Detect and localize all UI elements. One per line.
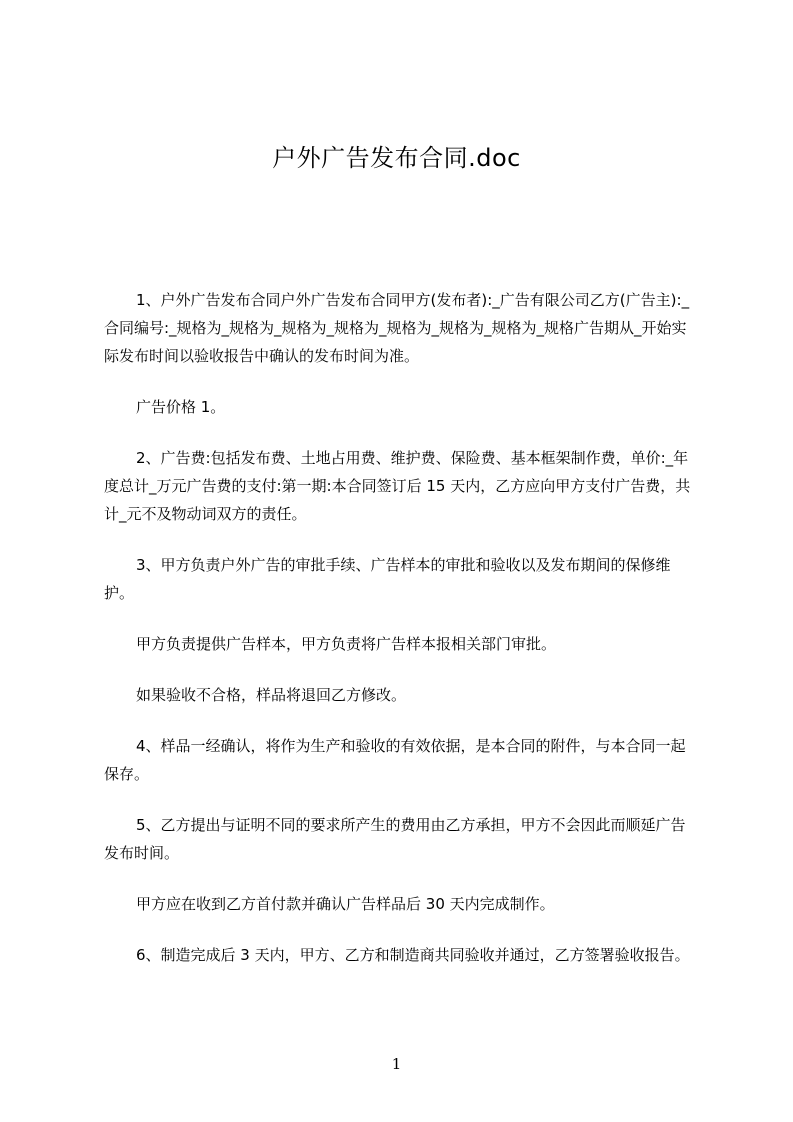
paragraph-10: 6、制造完成后 3 天内，甲方、乙方和制造商共同验收并通过，乙方签署验收报告。	[136, 946, 690, 964]
paragraph-4: 3、甲方负责户外广告的审批手续、广告样本的审批和验收以及发布期间的保修维护。	[104, 556, 671, 602]
paragraph-2: 广告价格 1。	[136, 398, 226, 416]
paragraph-7: 4、样品一经确认，将作为生产和验收的有效依据，是本合同的附件，与本合同一起保存。	[104, 737, 686, 783]
paragraph-3: 2、广告费:包括发布费、土地占用费、维护费、保险费、基本框架制作费，单价:_年度总计_万元广告费的支付:第一期:本合同签订后 15 天内，乙方应向甲方支付广告费，共计_元不及物动词双方的责任。	[104, 449, 691, 523]
document-body	[104, 286, 700, 992]
paragraph-9: 甲方应在收到乙方首付款并确认广告样品后 30 天内完成制作。	[136, 895, 555, 913]
paragraph-6: 如果验收不合格，样品将退回乙方修改。	[136, 686, 407, 704]
paragraph-1: 1、户外广告发布合同户外广告发布合同甲方(发布者):_广告有限公司乙方(广告主):_合同编号:_规格为_规格为_规格为_规格为_规格为_规格为_规格为_规格广告期从_开始实际发布时间以验收报告中确认的发布时间为准。	[104, 291, 690, 365]
page-number: 1	[391, 1055, 402, 1073]
paragraph-8: 5、乙方提出与证明不同的要求所产生的费用由乙方承担，甲方不会因此而顺延广告发布时间。	[104, 816, 686, 862]
paragraph-5: 甲方负责提供广告样本，甲方负责将广告样本报相关部门审批。	[136, 635, 557, 653]
document-title: 户外广告发布合同.doc	[272, 144, 521, 172]
